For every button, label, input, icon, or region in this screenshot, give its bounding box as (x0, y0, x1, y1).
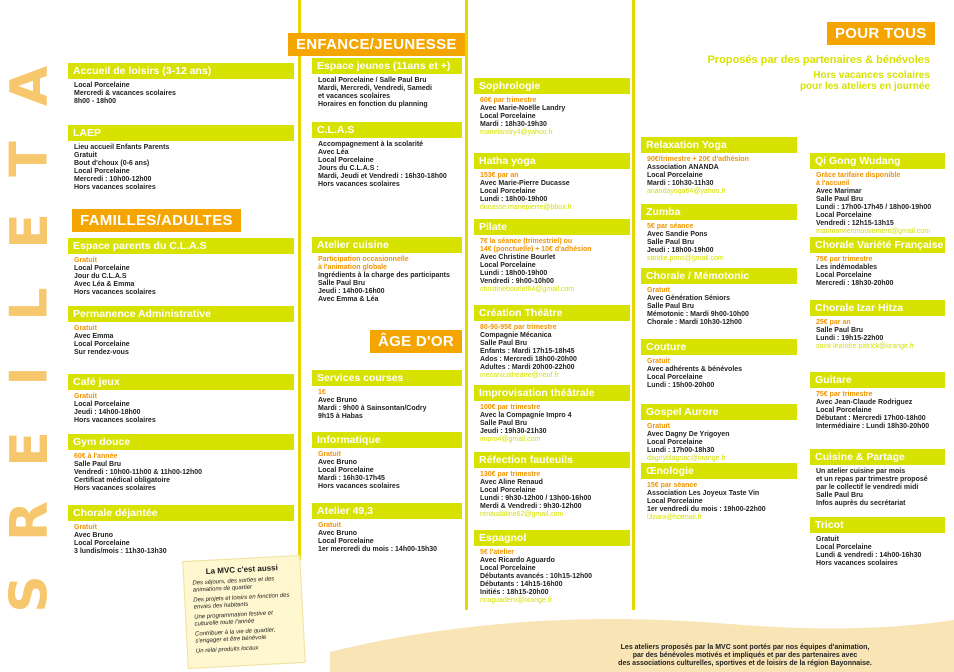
activity-detail: Avec Ricardo Aguardo (480, 557, 555, 564)
title-letter: E (0, 213, 60, 249)
activity-detail: Local Porcelaine (74, 82, 130, 89)
activity-detail: Avec Aline Renaud (480, 479, 543, 486)
activity-block (641, 204, 797, 263)
activity-detail: par le collectif le vendredi midi (816, 484, 919, 491)
category-age-dor: ÂGE D'OR (370, 330, 462, 353)
activity-detail: 5€ par séance (647, 223, 694, 230)
activity-title: Qi Gong Wudang (810, 153, 945, 169)
activity-detail: Gratuit (74, 325, 97, 332)
category-familles-adultes: FAMILLES/ADULTES (72, 209, 241, 232)
activity-detail: Salle Paul Bru (480, 420, 528, 427)
activity-detail: 1€ (318, 389, 326, 396)
activity-detail: Grâce tarifaire disponible (816, 172, 901, 179)
activity-detail: Lundi : 18h00-19h00 (480, 270, 548, 277)
activity-detail: 5€ l'atelier (480, 549, 514, 556)
activity-block (810, 300, 945, 351)
note-item: Des projets et loisirs en fonction des envies des habitants (193, 592, 290, 611)
activity-title: Tricot (810, 517, 945, 533)
activity-email: sandie.pons@gmail.com (647, 255, 724, 262)
activity-detail: Avec Emma (74, 333, 114, 340)
activity-block (68, 238, 294, 297)
activity-detail: Lundi : 18h00-19h00 (480, 196, 548, 203)
activity-title: Café jeux (68, 374, 294, 390)
note-item: Une programmation festive et culturelle toute l'année (194, 610, 273, 628)
activity-detail: à l'animation globale (318, 264, 387, 271)
note-item: Des séjours, des sorties et des animations de quartier (192, 576, 275, 594)
activity-detail: Avec Bruno (74, 532, 114, 539)
activity-detail: Infos auprès du secrétariat (816, 500, 906, 507)
activity-detail: Merdi & Vendredi : 9h30-12h00 (480, 503, 582, 510)
activity-block (474, 153, 630, 212)
activity-detail: 60€ par trimestre (480, 97, 537, 104)
title-letter: I (0, 366, 60, 386)
activity-detail: Avec Bruno (318, 397, 358, 404)
title-letter: T (0, 140, 60, 177)
title-letter: R (0, 501, 60, 542)
activity-detail: Lundi : 15h00-20h00 (647, 382, 715, 389)
activity-detail: Lundi : 19h15-22h00 (816, 335, 884, 342)
activity-detail: Jeudi : 18h00-19h00 (647, 247, 714, 254)
activity-detail: Mardi : 18h30-19h30 (480, 121, 547, 128)
activity-detail: Salle Paul Bru (74, 461, 122, 468)
activity-detail: Local Porcelaine (74, 265, 130, 272)
activity-title: Espace parents du C.L.A.S (68, 238, 294, 254)
activity-detail: Avec Marie-Pierre Ducasse (480, 180, 570, 187)
activity-detail: Vendredi : 9h00-10h00 (480, 278, 554, 285)
activity-detail: 80-90-95€ par trimestre (480, 324, 557, 331)
activity-detail: Mardi, Mercredi, Vendredi, Samedi (318, 85, 432, 92)
activity-title: Œnologie (641, 463, 797, 479)
activity-email: renaudaline62@gmail.com (480, 511, 564, 518)
title-letter: L (0, 287, 60, 321)
activity-block (641, 268, 797, 327)
activity-detail: Mercredi : 18h30-20h00 (816, 280, 894, 287)
activity-detail: Salle Paul Bru (816, 196, 864, 203)
activity-detail: 25€ par an (816, 319, 851, 326)
activity-block (312, 370, 462, 421)
activity-detail: Hors vacances scolaires (318, 181, 400, 188)
activity-detail: 130€ par trimestre (480, 471, 541, 478)
activity-title: Services courses (312, 370, 462, 386)
activity-title: Informatique (312, 432, 462, 448)
activity-detail: Gratuit (74, 257, 97, 264)
activity-detail: Jeudi : 14h00-18h00 (74, 409, 141, 416)
activity-detail: Local Porcelaine (480, 113, 536, 120)
activity-detail: Mardi : 16h30-17h45 (318, 475, 385, 482)
activity-detail: Local Porcelaine (318, 538, 374, 545)
activity-detail: Gratuit (74, 393, 97, 400)
activity-detail: Association Les Joyeux Taste Vin (647, 490, 760, 497)
activity-block (641, 463, 797, 522)
activity-title: Atelier cuisine (312, 237, 462, 253)
activity-title: LAEP (68, 125, 294, 141)
activity-title: Permanence Administrative (68, 306, 294, 322)
activity-detail: 60€ à l'année (74, 453, 118, 460)
activity-email: mecanicatheatre@neuf.fr (480, 372, 559, 379)
activity-detail: 1er mercredi du mois : 14h00-15h30 (318, 546, 438, 553)
activity-detail: Intermédiaire : Lundi 18h30-20h00 (816, 423, 930, 430)
activity-block (68, 125, 294, 192)
activity-email: ducasse.mariepierre@bbox.fr (480, 204, 572, 211)
activity-detail: Horaires en fonction du planning (318, 101, 428, 108)
activity-detail: Avec Léa & Emma (74, 281, 135, 288)
activity-title: Gospel Aurore (641, 404, 797, 420)
activity-title: Accueil de loisirs (3-12 ans) (68, 63, 294, 79)
activity-title: Guitare (810, 372, 945, 388)
activity-detail: Hors vacances scolaires (318, 483, 400, 490)
activity-block (810, 372, 945, 431)
activity-block (312, 503, 462, 554)
activity-block (474, 385, 630, 444)
activity-detail: Local Porcelaine (74, 168, 130, 175)
activity-detail: Jeudi : 19h30-21h30 (480, 428, 547, 435)
column-divider (632, 0, 635, 610)
category-pour-tous: POUR TOUS (827, 22, 935, 45)
activity-title: Improvisation théâtrale (474, 385, 630, 401)
activity-detail: Jour du C.L.A.S (74, 273, 127, 280)
footer-text: Les ateliers proposés par la MVC sont portés par nos équipes d'animation, par des bénévoles motivés et impliqués et par des partenaires avec des associations culturelles, sportives et de loisirs de la région Bayonnaise. (618, 644, 872, 667)
activity-title: Réfection fauteuils (474, 452, 630, 468)
activity-detail: Local Porcelaine / Salle Paul Bru (318, 77, 427, 84)
activity-detail: Local Porcelaine (480, 262, 536, 269)
activity-detail: Salle Paul Bru (816, 327, 864, 334)
activity-block (474, 219, 630, 294)
activity-email: christinebourlet64@gmail.com (480, 286, 575, 293)
activity-title: C.L.A.S (312, 122, 462, 138)
activity-title: Zumba (641, 204, 797, 220)
activity-detail: 14€ (ponctuelle) + 10€ d'adhésion (480, 246, 592, 253)
activity-detail: et un repas par trimestre proposé (816, 476, 928, 483)
activity-block (68, 434, 294, 493)
activity-detail: Salle Paul Bru (480, 340, 528, 347)
activity-detail: Débutant : Mercredi 17h00-18h00 (816, 415, 926, 422)
activity-title: Création Théâtre (474, 305, 630, 321)
activity-detail: 7€ la séance (trimestriel) ou (480, 238, 573, 245)
activity-detail: Chorale : Mardi 10h30-12h00 (647, 319, 742, 326)
activity-detail: Local Porcelaine (816, 272, 872, 279)
activity-title: Espagnol (474, 530, 630, 546)
activity-detail: Gratuit (647, 423, 670, 430)
activity-detail: Ingrédients à la charge des participants (318, 272, 450, 279)
activity-detail: Hors vacances scolaires (74, 289, 156, 296)
activity-email: saint-leandre.patrick@orange.fr (816, 343, 915, 350)
activity-block (810, 517, 945, 568)
activity-detail: Lundi : 17h00-17h45 / 18h00-19h00 (816, 204, 932, 211)
activity-detail: Les indémodables (816, 264, 878, 271)
activity-title: Pilate (474, 219, 630, 235)
activity-email: ricaguadero@orange.fr (480, 597, 553, 604)
activity-detail: Local Porcelaine (816, 544, 872, 551)
activity-email: marimarvienmouvement@gmail.com (816, 228, 931, 235)
activity-detail: Mémotonic : Mardi 9h00-10h00 (647, 311, 749, 318)
note-item: Un relai produits locaux (195, 645, 259, 655)
activity-detail: Avec Marie-Noëlle Landry (480, 105, 566, 112)
activity-detail: Gratuit (647, 287, 670, 294)
activity-detail: Gratuit (318, 522, 341, 529)
activity-detail: Hors vacances scolaires (74, 184, 156, 191)
vertical-title (0, 60, 60, 620)
activity-detail: et vacances scolaires (318, 93, 390, 100)
activity-detail: Salle Paul Bru (318, 280, 366, 287)
activity-detail: Hors vacances scolaires (74, 485, 156, 492)
activity-detail: 9h15 à Habas (318, 413, 363, 420)
activity-detail: Gratuit (816, 536, 839, 543)
activity-detail: Gratuit (318, 451, 341, 458)
activity-detail: Compagnie Mécanica (480, 332, 552, 339)
activity-detail: 8h00 - 18h00 (74, 98, 117, 105)
title-letter: S (0, 575, 60, 613)
activity-detail: Avec Jean-Claude Rodriguez (816, 399, 913, 406)
activity-detail: Hors vacances scolaires (816, 560, 898, 567)
activity-detail: 15€ par séance (647, 482, 698, 489)
activity-detail: Mercredi & vacances scolaires (74, 90, 176, 97)
activity-detail: Hors vacances scolaires (74, 417, 156, 424)
activity-detail: 3 lundis/mois : 11h30-13h30 (74, 548, 167, 555)
activity-detail: Mercredi : 10h00-12h00 (74, 176, 152, 183)
activity-block (474, 305, 630, 380)
activity-detail: Lundi & vendredi : 14h00-16h30 (816, 552, 922, 559)
activity-detail: Local Porcelaine (480, 565, 536, 572)
activity-detail: Débutants : 14h15-16h00 (480, 581, 563, 588)
activity-detail: Adultes : Mardi 20h00-22h00 (480, 364, 575, 371)
activity-title: Sophrologie (474, 78, 630, 94)
activity-block (68, 374, 294, 425)
activity-detail: Gratuit (74, 152, 97, 159)
activity-detail: Initiés : 18h15-20h00 (480, 589, 549, 596)
activity-title: Chorale déjantée (68, 505, 294, 521)
activity-email: l3zara@hotmail.fr (647, 514, 702, 521)
activity-detail: Local Porcelaine (647, 498, 703, 505)
activity-detail: Bout d'choux (0-6 ans) (74, 160, 150, 167)
activity-detail: Vendredi : 10h00-11h00 & 11h00-12h00 (74, 469, 203, 476)
activity-title: Relaxation Yoga (641, 137, 797, 153)
activity-detail: Gratuit (647, 358, 670, 365)
activity-detail: Salle Paul Bru (647, 303, 695, 310)
activity-detail: Ados : Mercredi 18h00-20h00 (480, 356, 577, 363)
activity-detail: Un atelier cuisine par mois (816, 468, 906, 475)
activity-email: impro4@gmail.com (480, 436, 541, 443)
activity-detail: Local Porcelaine (647, 439, 703, 446)
activity-detail: Local Porcelaine (480, 188, 536, 195)
activity-email: dagnyblagnac@orange.fr (647, 455, 726, 462)
title-letter: A (0, 65, 60, 107)
activity-detail: 75€ par trimestre (816, 391, 873, 398)
activity-detail: Avec la Compagnie Impro 4 (480, 412, 572, 419)
activity-title: Gym douce (68, 434, 294, 450)
activity-detail: Certificat médical obligatoire (74, 477, 171, 484)
activity-detail: Mardi : 10h30-11h30 (647, 180, 714, 187)
activity-detail: 1er vendredi du mois : 19h00-22h00 (647, 506, 766, 513)
activity-detail: Jeudi : 14h00-16h00 (318, 288, 385, 295)
activity-detail: Débutants avancés : 10h15-12h00 (480, 573, 593, 580)
activity-detail: Avec Bruno (318, 459, 358, 466)
activity-detail: Accompagnement à la scolarité (318, 141, 424, 148)
pour-tous-subtitle: Proposés par des partenaires & bénévoles Hors vacances scolaires pour les ateliers en journée (707, 54, 930, 92)
activity-detail: Avec Génération Séniors (647, 295, 730, 302)
activity-detail: Local Porcelaine (480, 487, 536, 494)
activity-detail: 153€ par an (480, 172, 519, 179)
activity-detail: Avec Léa (318, 149, 349, 156)
activity-block (810, 153, 945, 236)
activity-detail: Vendredi : 12h15-13h15 (816, 220, 894, 227)
activity-detail: Gratuit (74, 524, 97, 531)
activity-detail: 100€ par trimestre (480, 404, 541, 411)
activity-detail: Local Porcelaine (74, 401, 130, 408)
activity-block (641, 404, 797, 463)
note-item: Contribuer à la vie de quartier, s'engager et être bénévole (194, 627, 276, 645)
activity-detail: 75€ par trimestre (816, 256, 873, 263)
category-enfance-jeunesse: ENFANCE/JEUNESSE (288, 33, 465, 56)
activity-detail: Association ANANDA (647, 164, 719, 171)
note-title: La MVC c'est aussi (205, 563, 279, 576)
activity-block (641, 137, 797, 196)
activity-title: Espace jeunes (11ans et +) (312, 58, 462, 74)
activity-title: Atelier 49,3 (312, 503, 462, 519)
activity-detail: Local Porcelaine (74, 341, 130, 348)
activity-detail: Local Porcelaine (74, 540, 130, 547)
activity-detail: Local Porcelaine (647, 172, 703, 179)
activity-detail: Avec Emma & Léa (318, 296, 379, 303)
activity-block (312, 122, 462, 189)
activity-detail: Avec Christine Bourlet (480, 254, 556, 261)
activity-detail: Local Porcelaine (647, 374, 703, 381)
activity-block (68, 63, 294, 106)
activity-detail: Salle Paul Bru (647, 239, 695, 246)
activity-block (474, 452, 630, 519)
activity-detail: Enfants : Mardi 17h15-18h45 (480, 348, 575, 355)
activity-block (810, 237, 945, 288)
activity-detail: Lieu accueil Enfants Parents (74, 144, 170, 151)
activity-block (641, 339, 797, 390)
activity-detail: Lundi : 9h30-12h00 / 13h00-16h00 (480, 495, 592, 502)
activity-detail: à l'accueil (816, 180, 850, 187)
activity-detail: Jours du C.L.A.S : (318, 165, 379, 172)
activity-block (312, 58, 462, 109)
activity-detail: Avec Sandie Pons (647, 231, 708, 238)
title-letter: E (0, 431, 60, 467)
activity-detail: Salle Paul Bru (816, 492, 864, 499)
activity-block (474, 78, 630, 137)
activity-detail: Avec Marimar (816, 188, 862, 195)
activity-detail: Avec Dagny De Yrigoyen (647, 431, 730, 438)
activity-block (312, 237, 462, 304)
activity-detail: Sur rendez-vous (74, 349, 129, 356)
activity-detail: Avec adhérents & bénévoles (647, 366, 743, 373)
mvc-info-note (182, 555, 305, 669)
activity-block (68, 505, 294, 556)
activity-title: Chorale Izar Hitza (810, 300, 945, 316)
column-divider (465, 0, 468, 610)
activity-detail: Avec Bruno (318, 530, 358, 537)
activity-email: anandayoga64@yahoo.fr (647, 188, 726, 195)
activity-detail: Local Porcelaine (318, 157, 374, 164)
activity-detail: Mardi, Jeudi et Vendredi : 16h30-18h00 (318, 173, 447, 180)
activity-block (312, 432, 462, 491)
activity-title: Chorale Variété Française (810, 237, 945, 253)
activity-detail: Mardi : 9h00 à Sainsontan/Codry (318, 405, 427, 412)
column-divider (298, 0, 301, 560)
activity-title: Cuisine & Partage (810, 449, 945, 465)
activity-block (474, 530, 630, 605)
activity-title: Couture (641, 339, 797, 355)
activity-detail: Local Porcelaine (816, 407, 872, 414)
activity-detail: Lundi : 17h00-18h30 (647, 447, 715, 454)
activity-detail: Participation occasionnelle (318, 256, 409, 263)
activity-email: marielandry4@yahoo.fr (480, 129, 553, 136)
activity-block (68, 306, 294, 357)
activity-title: Hatha yoga (474, 153, 630, 169)
activity-title: Chorale / Mémotonic (641, 268, 797, 284)
activity-block (810, 449, 945, 508)
activity-detail: Local Porcelaine (318, 467, 374, 474)
activity-detail: Local Porcelaine (816, 212, 872, 219)
activity-detail: 90€/trimestre + 20€ d'adhésion (647, 156, 749, 163)
